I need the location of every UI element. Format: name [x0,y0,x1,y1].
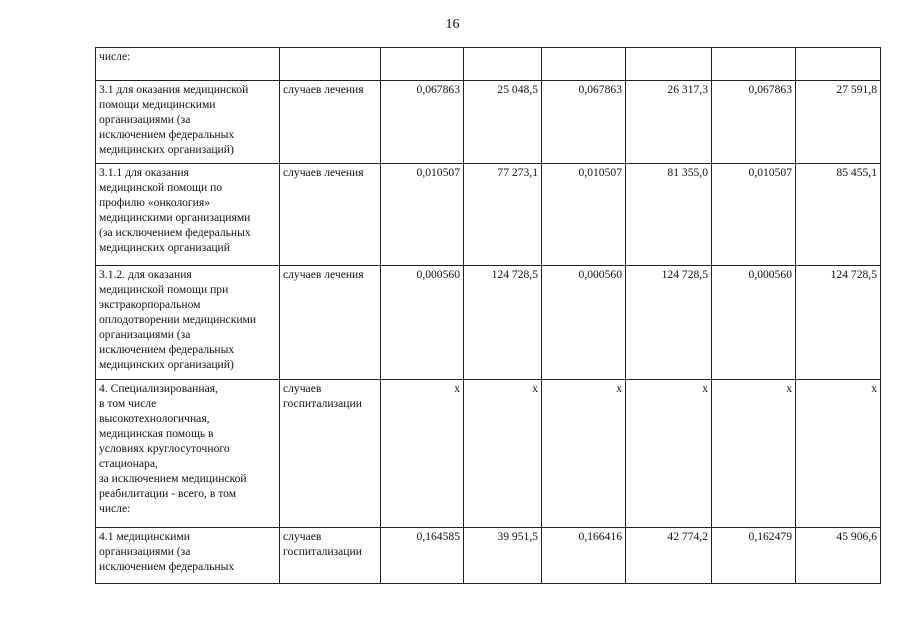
unit-label: случаев госпитализации [283,530,362,558]
value: 81 355,0 [667,166,708,179]
value-cell [796,380,881,528]
value-cell [381,380,464,528]
value-cell [796,266,881,380]
row-label: 3.1.2. для оказания медицинской помощи при экстракорпоральном оплодотворении медицинскими организациями (за исключением федеральных медицинских организаций) [99,268,257,371]
value: 124 728,5 [661,268,708,281]
value-cell [796,81,881,164]
value: 0,067863 [578,83,622,96]
value-cell [626,81,712,164]
value-cell [796,48,881,81]
value-cell [712,164,796,266]
value-cell [626,380,712,528]
value: x [786,382,792,395]
row-label-cell [96,380,280,528]
row-label-cell [96,48,280,81]
value: 0,067863 [416,83,460,96]
value-cell [542,266,626,380]
value-cell [626,48,712,81]
table-row [96,164,881,266]
value: 85 455,1 [836,166,877,179]
row-label-cell [96,81,280,164]
unit-cell [280,528,381,584]
value-cell [542,164,626,266]
value: 27 591,8 [836,83,877,96]
unit-cell [280,48,381,81]
value-cell [712,81,796,164]
value-cell [464,48,542,81]
value: 0,000560 [578,268,622,281]
value: 0,166416 [578,530,622,543]
value-cell [626,266,712,380]
unit-label: случаев лечения [283,166,364,179]
unit-label: случаев госпитализации [283,382,362,410]
value-cell [464,164,542,266]
value-cell [626,528,712,584]
value-cell [712,380,796,528]
value-cell [381,164,464,266]
unit-cell [280,164,381,266]
unit-label: случаев лечения [283,268,364,281]
value: 124 728,5 [491,268,538,281]
unit-cell [280,266,381,380]
value: 0,010507 [578,166,622,179]
value-cell [381,528,464,584]
value: 124 728,5 [830,268,877,281]
value: 0,010507 [748,166,792,179]
row-label-cell [96,528,280,584]
value-cell [464,528,542,584]
row-label: 4.1 медицинскими организациями (за исключением федеральных [99,530,235,573]
value-cell [464,380,542,528]
value: 0,164585 [416,530,460,543]
value-cell [381,81,464,164]
row-label-cell [96,266,280,380]
value: x [616,382,622,395]
value: 45 906,6 [836,530,877,543]
row-label-cell [96,164,280,266]
value: 42 774,2 [667,530,708,543]
unit-label: случаев лечения [283,83,364,96]
value: 0,000560 [748,268,792,281]
value: 0,010507 [416,166,460,179]
value-cell [626,164,712,266]
row-label: числе: [99,50,131,63]
value-cell [542,528,626,584]
value: x [871,382,877,395]
unit-cell [280,380,381,528]
value: 77 273,1 [497,166,538,179]
value: 26 317,3 [667,83,708,96]
table-row [96,528,881,584]
value-cell [381,48,464,81]
value-cell [712,528,796,584]
financing-table [95,47,881,584]
value: x [702,382,708,395]
table-row [96,266,881,380]
table-row [96,48,881,81]
value-cell [464,81,542,164]
row-label: 3.1.1 для оказания медицинской помощи по профилю «онкология» медицинскими организациями (за исключением федеральных медицинских организаций [99,166,251,254]
value: 25 048,5 [497,83,538,96]
value: x [454,382,460,395]
value: 0,067863 [748,83,792,96]
value-cell [464,266,542,380]
unit-cell [280,81,381,164]
value-cell [796,164,881,266]
row-label: 4. Специализированная, в том числе высокотехнологичная, медицинская помощь в условиях круглосуточного стационара, за исключением медицинской реабилитации - всего, в том числе: [99,382,247,515]
value: 0,162479 [748,530,792,543]
value-cell [542,380,626,528]
value: x [532,382,538,395]
value-cell [542,81,626,164]
table-row [96,380,881,528]
page-number: 16 [445,17,460,32]
value-cell [712,266,796,380]
value: 39 951,5 [497,530,538,543]
row-label: 3.1 для оказания медицинской помощи медицинскими организациями (за исключением федеральных медицинских организаций) [99,83,249,156]
value-cell [381,266,464,380]
table-body [96,48,881,584]
value-cell [542,48,626,81]
table-row [96,81,881,164]
value-cell [712,48,796,81]
value-cell [796,528,881,584]
value: 0,000560 [416,268,460,281]
